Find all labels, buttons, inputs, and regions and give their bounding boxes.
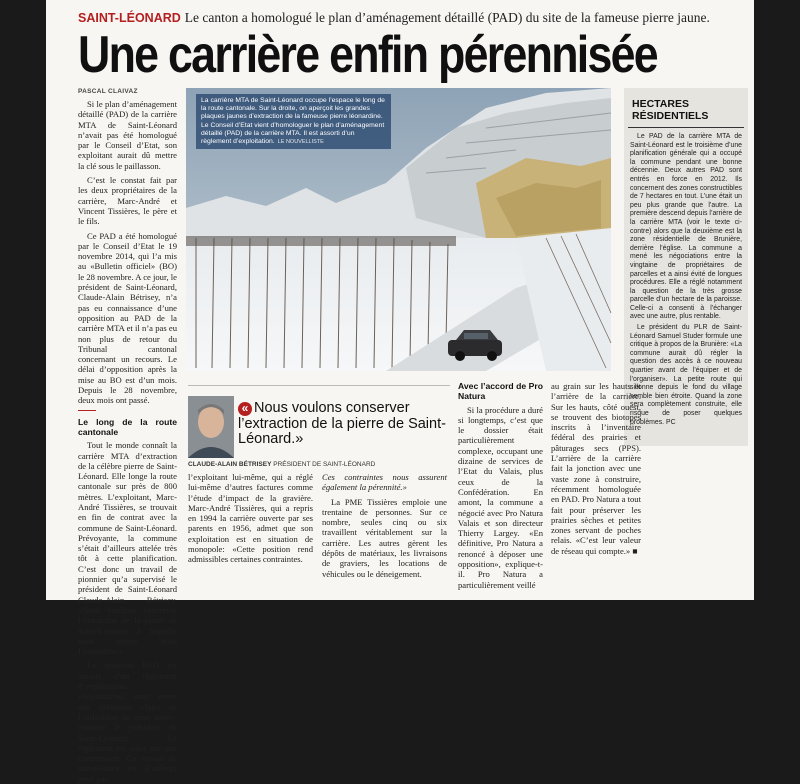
quote-author-role: PRÉSIDENT DE SAINT-LÉONARD — [273, 461, 376, 468]
column-4 — [458, 381, 543, 600]
col1-paragraph-4: Tout le monde connaît la carrière MTA d’extraction de la célèbre pierre de Saint-Léonard. Elle longe la route cantonale sur près de 800 mètres. L’exploitant, Marc-André Tissières, se trouvait en fin de contrat avec la commune de Saint-Léonard. Prévoyante, la commune s’était d’ailleurs attelée très tôt à cette planification. C’est donc un travail de pionnier qu’a supervisé le président de Saint-Léonard Claude-Alain Bétrisey. «Nous voulions conserver l’extraction de la pierre de Saint-Léonard à laquelle nous tenons, nous Léonardins.» — [78, 440, 177, 657]
photo-credit: LE NOUVELLISTE — [277, 139, 324, 146]
sidebar-paragraph-1: Le PAD de la carrière MTA de Saint-Léonard est le troisième d’une planification générale qui a occupé la commune pendant une bonne décennie. Deux autres PAD sont entrés en force en 2012. Ils concernent des zones constructibles de 7 hectares en tout. L’une était un peu plus grande que l’autre. La première descend depuis l’arrière de la carrière MTA (voir le texte ci-contre) alors que la deuxième est la zone résidentielle de Brunière, derrière l’église. La commune a mené les négociations entre la vingtaine de propriétaires de parcelles et a ainsi évité de longues procédures. Elle a réglé notamment la question de la très grosse parcelle d’un hectare de la paroisse. Celle-ci a consenti à l’échanger avec une autre, plus rentable. — [630, 133, 742, 321]
newspaper-page — [46, 0, 754, 784]
pull-quote — [188, 392, 450, 472]
quote-text: Nous voulons conserver l’extraction de la pierre de Saint-Léonard.» — [238, 400, 446, 447]
quote-author-name: CLAUDE-ALAIN BÉTRISEY — [188, 461, 272, 468]
col5-paragraph-1 — [551, 381, 641, 556]
column-2 — [188, 472, 313, 600]
quarry-photo — [186, 88, 611, 371]
sidebar-body — [624, 128, 748, 434]
col3-paragraph-1: Ces contraintes nous assurent également la pérennité.» — [322, 472, 447, 493]
quote-mark-icon: « — [238, 402, 252, 416]
col2-paragraph-1: l’exploitant lui-même, qui a réglé lui-même d’autres factures comme l’étude d’impact de la gravière. Marc-André Tissières, qui a repris en 1994 la carrière ouverte par ses parents en 1956, admet que son exploitation est en situation de monopole: «Cette position rend admissibles certaines contraintes. — [188, 472, 313, 565]
end-mark-icon: ■ — [632, 545, 638, 556]
col3-paragraph-2: La PME Tissières emploie une trentaine de personnes. Sur ce nombre, seules cinq ou six travaillent véritablement sur la carrière. Les autres gèrent les dépôts de matériaux, les livraisons de graviers, les locations de véhicules ou le déneigement. — [322, 496, 447, 579]
col1-paragraph-3: Ce PAD a été homologué par le Conseil d’Etat le 19 novembre 2014, qui l’a mis au «Bulletin officiel» (BO) le 28 novembre. A ce jour, le président de Saint-Léonard, Claude-Alain Bétrisey, n’a pas eu connaissance d’une opposition au PAD de la carrière MTA et il n’a pas eu non plus de retour du Tribunal cantonal concernant un recours. Le délai d’opposition après la mise au BO est d’un mois. Depuis le 28 novembre, deux mois ont passé. — [78, 230, 177, 406]
kicker-line — [78, 10, 710, 26]
kicker: SAINT-LÉONARD — [78, 11, 181, 25]
column-1 — [78, 99, 177, 784]
col1-paragraph-2: C’est le constat fait par les deux propriétaires de la carrière, Marc-André et Vincent Tissières, le père et le fils. — [78, 175, 177, 227]
subhead-pro-natura: Avec l’accord de Pro Natura — [458, 381, 543, 402]
photo-caption-text: La carrière MTA de Saint-Léonard occupe l’espace le long de la route cantonale. Sur la droite, on aperçoit les grandes plaques jaunes d’extraction de la fameuse pierre léonardine. Le Conseil d’Etat vient d’homologuer le plan d’aménagement détaillé (PAD) de la carrière MTA. Il est assorti d’un règlement d’exploitation. — [201, 97, 385, 146]
sidebar-box — [624, 88, 748, 446]
col5-text: au grain sur les hauts et l’arrière de la carrière. Sur les hauts, côté ouest, se trouvent des biotopes inscrits à l’inventaire fédéral des prairies et pâturages secs (PPS). L’arrière de la carrière fait la jonction avec une vaste zone à construire, récemment homologuée en PAD. Pro Natura a tout fait pour préserver les prairies sèches et petites zones servant de poches relais. «C’est leur valeur de réseau qui compte.» — [551, 381, 641, 556]
sidebar-paragraph-2: Le président du PLR de Saint-Léonard Samuel Studer formule une critique à propos de la Brunière: «La commune aurait dû régler la question des accès à ce nouveau quartier avant de l’équiper et de l’organiser». La petite route qui sillonne depuis le fond du village semble bien étroite. Quand la zone sera complètement construite, elle risque de poser quelques problèmes. PC — [630, 324, 742, 426]
column-3 — [322, 472, 447, 600]
subhead-rule — [78, 410, 96, 411]
col1-paragraph-5: Le nouveau PAD est assorti d’un règlement d’exploitation. «Aujourd’hui, nous avons une définition claire de l’utilisation de cette zone», constate le président de Saint-Léonard. Le règlement est suivi par une commission. Ce travail de surveillance est d’ailleurs payé par — [78, 660, 177, 784]
column-5 — [551, 381, 641, 600]
byline: PASCAL CLAIVAZ — [78, 88, 138, 95]
deck: Le canton a homologué le plan d’aménagement détaillé (PAD) du site de la fameuse pierre jaune. — [184, 10, 710, 25]
quote-top-rule — [188, 385, 450, 386]
subhead-route-cantonale: Le long de la route cantonale — [78, 416, 177, 437]
headline: Une carrière enfin pérennisée — [78, 26, 657, 84]
photo-caption — [196, 94, 391, 149]
sidebar-title: HECTARES RÉSIDENTIELS — [628, 88, 744, 128]
col1-paragraph-1: Si le plan d’aménagement détaillé (PAD) de la carrière MTA de Saint-Léonard n’avait pas été homologué par le Conseil d’Etat, son exploitant aurait dû mettre la clé sous le paillasson. — [78, 99, 177, 171]
portrait-photo — [188, 396, 234, 458]
col4-paragraph-1: Si la procédure a duré si longtemps, c’est que le dossier était particulièrement complexe, occupant une dizaine de services de l’Etat du Valais, plus ceux de la Confédération. En amont, la commune a négocié avec Pro Natura Valais et son directeur Thierry Largey. «En définitive, Pro Natura a renoncé à déposer une opposition», explique-t-il. Pro Natura a particulièrement veillé — [458, 404, 543, 590]
quote-author — [188, 461, 375, 468]
